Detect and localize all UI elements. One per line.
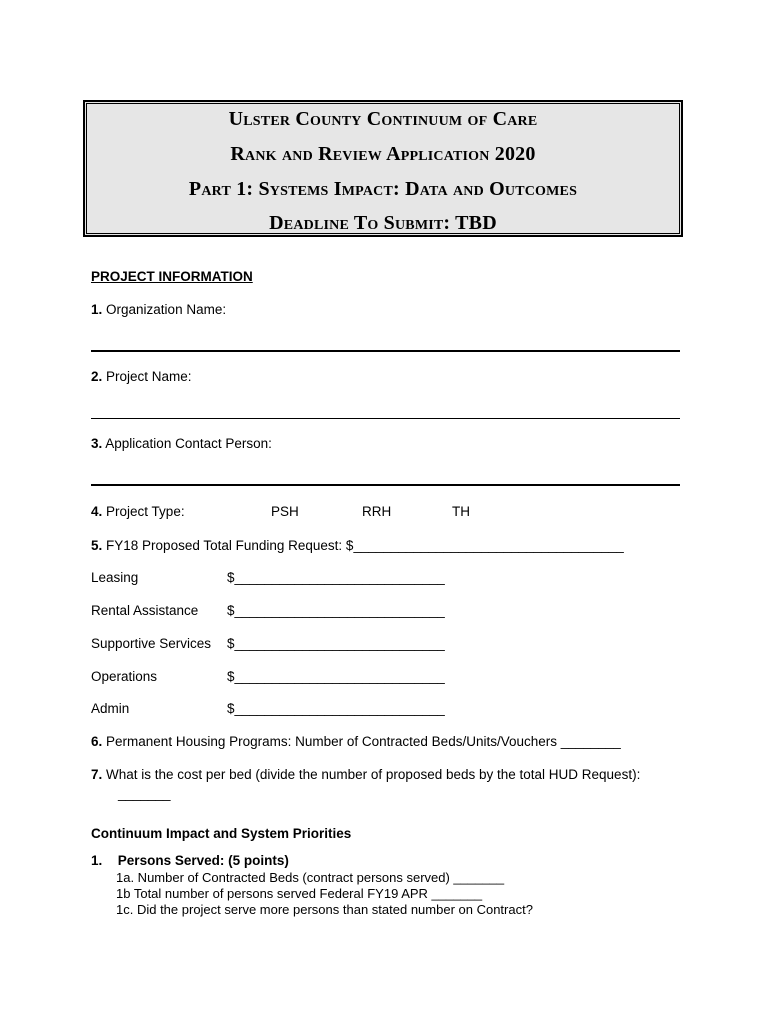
funding-request-label <box>91 538 624 553</box>
contact-person-field[interactable] <box>91 484 680 486</box>
budget-field-supportive-services[interactable]: $____________________________ <box>227 636 445 651</box>
section-heading-continuum-impact: Continuum Impact and System Priorities <box>91 826 352 841</box>
question-text: Application Contact Person: <box>105 436 272 451</box>
organization-name-label <box>91 302 226 317</box>
question-text: Project Name: <box>106 369 192 384</box>
organization-name-field[interactable] <box>91 350 680 352</box>
title-deadline: Deadline To Submit: TBD <box>269 212 497 234</box>
title-county: Ulster County Continuum of Care <box>228 108 538 130</box>
budget-field-leasing[interactable]: $____________________________ <box>227 570 445 585</box>
question-text: Organization Name: <box>106 302 227 317</box>
budget-label-leasing: Leasing <box>91 570 139 585</box>
project-name-label <box>91 369 192 384</box>
question-1c[interactable]: 1c. Did the project serve more persons than stated number on Contract? <box>116 902 533 917</box>
project-type-label <box>91 504 185 519</box>
question-number: 7. <box>91 767 103 782</box>
title-box <box>83 100 683 237</box>
project-type-option-psh[interactable]: PSH <box>271 504 299 519</box>
project-type-option-rrh[interactable]: RRH <box>362 504 392 519</box>
question-number: 1. <box>91 302 103 317</box>
project-type-option-th[interactable]: TH <box>452 504 470 519</box>
budget-field-admin[interactable]: $____________________________ <box>227 701 445 716</box>
permanent-housing-label <box>91 734 621 749</box>
question-text: Project Type: <box>106 504 185 519</box>
question-1b[interactable]: 1b Total number of persons served Federal FY19 APR _______ <box>116 886 483 901</box>
cost-per-bed-field[interactable]: _______ <box>118 786 171 801</box>
budget-label-operations: Operations <box>91 669 158 684</box>
project-name-field[interactable] <box>91 418 680 419</box>
budget-label-rental-assistance: Rental Assistance <box>91 603 199 618</box>
contact-person-label <box>91 436 272 451</box>
question-number: 3. <box>91 436 103 451</box>
title-part: Part 1: Systems Impact: Data and Outcomes <box>188 178 578 200</box>
question-number: 6. <box>91 734 103 749</box>
item-number: 1. <box>91 853 103 868</box>
budget-label-admin: Admin <box>91 701 130 716</box>
budget-field-operations[interactable]: $____________________________ <box>227 669 445 684</box>
budget-field-rental-assistance[interactable]: $____________________________ <box>227 603 445 618</box>
persons-served-heading <box>91 853 289 868</box>
cost-per-bed-label <box>91 767 640 782</box>
question-number: 2. <box>91 369 103 384</box>
item-heading: Persons Served: (5 points) <box>117 853 289 868</box>
question-text: What is the cost per bed (divide the number of proposed beds by the total HUD Request): <box>106 767 641 782</box>
title-application: Rank and Review Application 2020 <box>230 143 536 165</box>
question-text[interactable]: Permanent Housing Programs: Number of Contracted Beds/Units/Vouchers ________ <box>106 734 621 749</box>
section-heading-project-information: PROJECT INFORMATION <box>91 269 253 284</box>
question-1a[interactable]: 1a. Number of Contracted Beds (contract persons served) _______ <box>116 870 505 885</box>
question-text[interactable]: FY18 Proposed Total Funding Request: $____________________________________ <box>106 538 624 553</box>
budget-label-supportive-services: Supportive Services <box>91 636 212 651</box>
question-number: 4. <box>91 504 103 519</box>
question-number: 5. <box>91 538 103 553</box>
